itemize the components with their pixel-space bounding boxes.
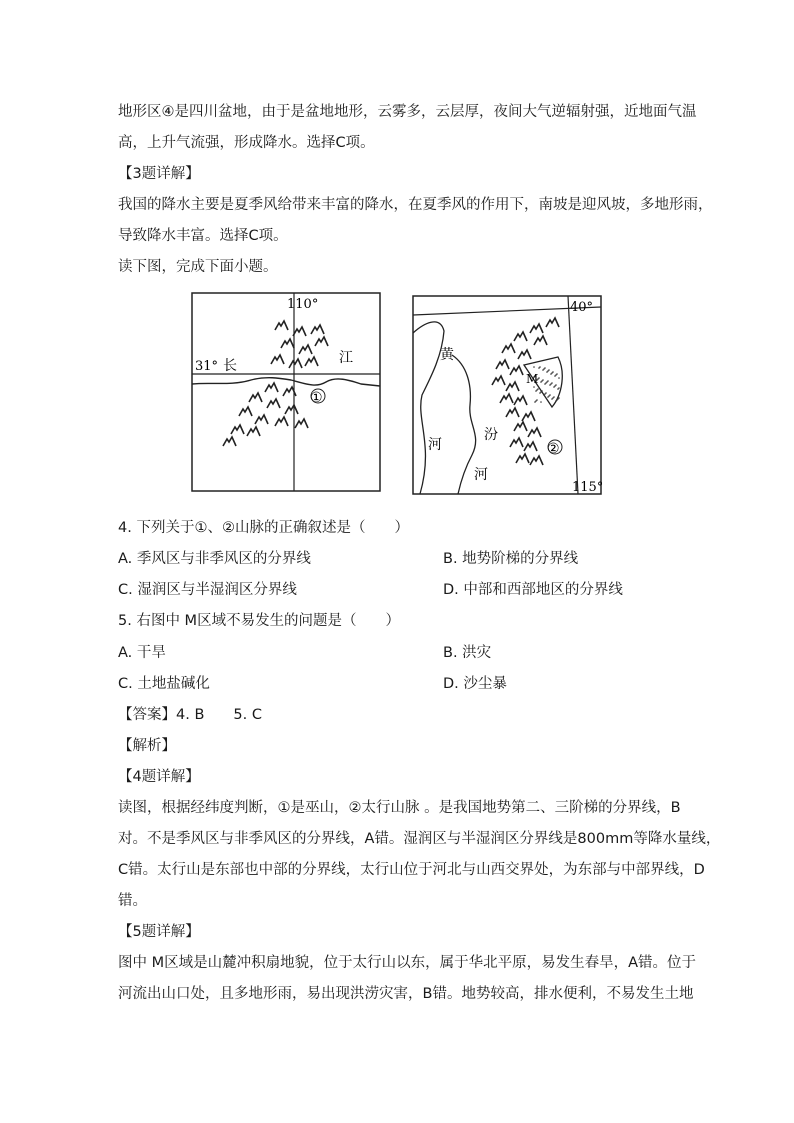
intro-text: 读下图，完成下面小题。 [118,259,278,275]
fan-dot [541,390,543,392]
region-label: M [526,372,539,386]
paragraph-line: C错。太行山是东部也中部的分界线，太行山位于河北与山西交界处，为东部与中部界线，D [118,862,705,878]
fan-dot [556,373,558,375]
paragraph-line: 图中 M区域是山麓冲积扇地貌，位于太行山以东，属于华北平原，易发生春旱，A错。位于 [118,955,697,971]
question-4-option-b: B. 地势阶梯的分界线 [443,551,579,567]
question-5-stem: 5. 右图中 M区域不易发生的问题是（ ） [118,613,401,629]
paragraph-line: 错。 [118,893,147,909]
lat-label: 31° [195,359,219,374]
question-5-option-a: A. 干旱 [118,645,166,661]
river-label: 长 [223,358,237,374]
fan-dot [558,377,560,379]
section-header: 【3题详解】 [118,166,200,182]
paragraph-line: 读图，根据经纬度判断，①是巫山，②太行山脉 。是我国地势第二、三阶梯的分界线，B [118,800,681,816]
map-right [412,295,602,495]
fan-dot [555,384,557,386]
question-4-stem: 4. 下列关于①、②山脉的正确叙述是（ ） [118,520,409,536]
fan-dot [538,377,540,379]
river-label: 河 [474,467,488,483]
question-5-option-b: B. 洪灾 [443,645,492,661]
lat-label: 40° [570,300,594,315]
map-left [191,292,381,492]
paragraph-line: 高，上升气流强，形成降水。选择C项。 [118,135,375,151]
analysis-header: 【解析】 [118,738,176,754]
fan-dot [539,366,541,368]
fan-dot [544,367,546,369]
river-label: 黄 [440,347,454,363]
section-header: 【5题详解】 [118,924,200,940]
river-label: 汾 [484,427,498,443]
fan-dot [553,396,555,398]
lon-label: 115° [572,480,602,495]
fan-dot [548,369,550,371]
question-5-option-d: D. 沙尘暴 [443,676,507,692]
lon-label: 110° [287,297,319,312]
question-4-option-a: A. 季风区与非季风区的分界线 [118,551,311,567]
fan-dot [533,386,535,388]
paragraph-line: 地形区④是四川盆地，由于是盆地地形，云雾多，云层厚，夜间大气逆辐射强，近地面气温 [118,104,697,120]
fan-dot [545,392,547,394]
river-label: 河 [428,437,442,453]
fan-dot [536,399,538,401]
fan-dot [547,380,549,382]
fan-dot [551,382,553,384]
fan-dot [540,401,542,403]
river-label: 江 [339,350,353,366]
mountain-marker: ② [547,441,560,457]
fan-dot [549,394,551,396]
fan-dot [558,397,560,399]
question-4-option-d: D. 中部和西部地区的分界线 [443,582,623,598]
question-4-option-c: C. 湿润区与半湿润区分界线 [118,582,297,598]
mountain-marker: ① [310,390,323,406]
section-header: 【4题详解】 [118,769,200,785]
fan-dot [552,371,554,373]
answer-line: 【答案】4. B 5. C [118,707,262,723]
question-5-option-c: C. 土地盐碱化 [118,676,210,692]
fan-dot [533,366,535,368]
paragraph-line: 河流出山口处，且多地形雨，易出现洪涝灾害，B错。地势较高，排水便利，不易发生土地 [118,986,694,1002]
paragraph-line: 导致降水丰富。选择C项。 [118,228,288,244]
paragraph-line: 对。不是季风区与非季风区的分界线，A错。湿润区与半湿润区分界线是800mm等降水量线， [118,831,721,847]
fan-dot [558,387,560,389]
fan-dot [542,379,544,381]
fan-dot [537,388,539,390]
paragraph-line: 我国的降水主要是夏季风给带来丰富的降水，在夏季风的作用下，南坡是迎风坡，多地形雨， [118,197,713,213]
